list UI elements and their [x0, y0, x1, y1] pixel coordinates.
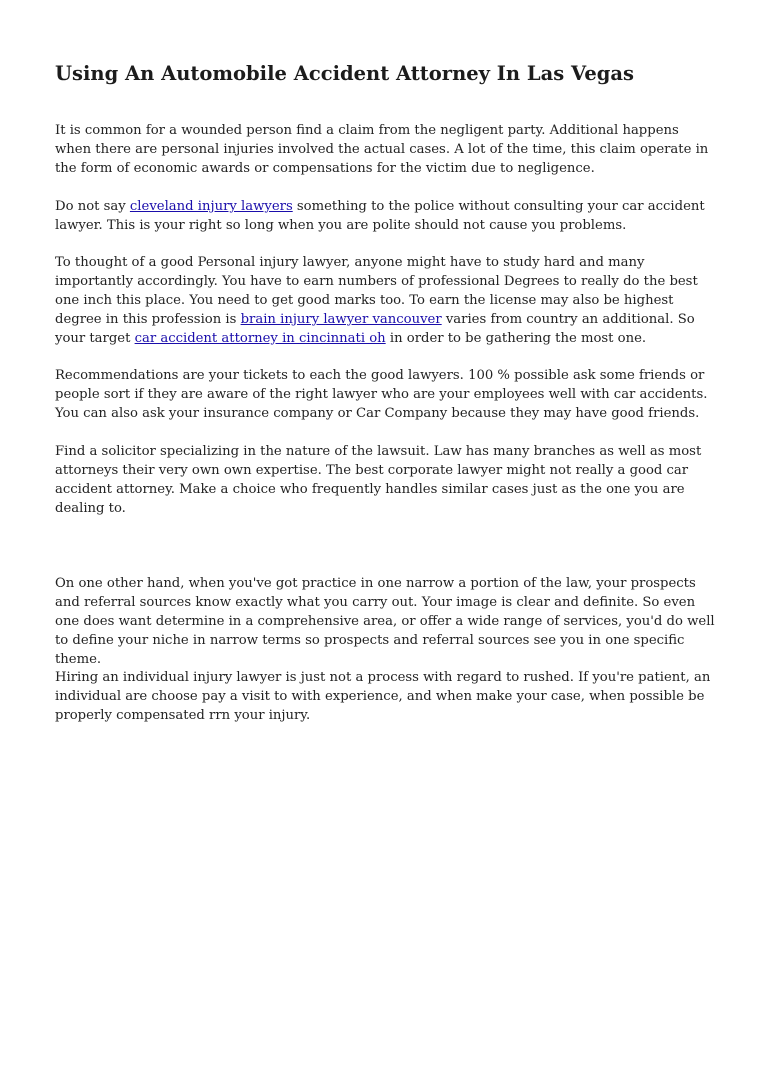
paragraph-3-text-after: in order to be gathering the most one. [385, 330, 647, 346]
link-cleveland-injury-lawyers[interactable]: cleveland injury lawyers [129, 199, 293, 214]
paragraph-3-text-before: To thought of a good Personal injury lawyer, anyone might have to study hard and many importantly accordingly. You have to earn numbers of professional Degrees to really do the best one inch this place. You need to get good marks too. To earn the license may also be highest degree in this profession is [55, 255, 698, 327]
link-brain-injury-lawyer-vancouver[interactable]: brain injury lawyer vancouver [240, 311, 442, 327]
paragraph-2 [55, 198, 717, 236]
paragraph-2-text-after: something to the police without consulting your car accident lawyer. This is your right so long when you are polite should not cause you problems. [55, 199, 705, 233]
paragraph-3 [55, 254, 717, 349]
paragraph-1: It is common for a wounded person find a claim from the negligent party. Additional happens when there are personal injuries involved the actual cases. A lot of the time, this claim operate in the form of economic awards or compensations for the victim due to negligence. [55, 123, 709, 176]
paragraph-2-text-before: Do not say [55, 199, 130, 214]
paragraph-4: Recommendations are your tickets to each the good lawyers. 100 % possible ask some friends or people sort if they are aware of the right lawyer who are your employees well with car accidents. You can also ask your insurance company or Car Company because they may have good friends. [55, 368, 708, 421]
paragraph-6: On one other hand, when you've got practice in one narrow a portion of the law, your prospects and referral sources know exactly what you carry out. Your image is clear and definite. So even one does want determine in a comprehensive area, or offer a wide range of services, you'd do well to define your niche in narrow terms so prospects and referral sources see you in one specific theme. [55, 576, 715, 667]
link-car-accident-attorney-cincinnati[interactable]: car accident attorney in cincinnati oh [134, 330, 386, 346]
paragraph-7: Hiring an individual injury lawyer is just not a process with regard to rushed. If you're patient, an individual are choose pay a visit to with experience, and when make your case, when possible be properly compensated rrn your injury. [55, 670, 711, 723]
paragraph-5: Find a solicitor specializing in the nature of the lawsuit. Law has many branches as well as most attorneys their very own own expertise. The best corporate lawyer might not really a good car accident attorney. Make a choice who frequently handles similar cases just as the one you are dealing to. [55, 444, 702, 516]
page-title: Using An Automobile Accident Attorney In Las Vegas [55, 62, 634, 85]
paragraph-3-text-middle: varies from country an additional. So your target [55, 311, 695, 346]
